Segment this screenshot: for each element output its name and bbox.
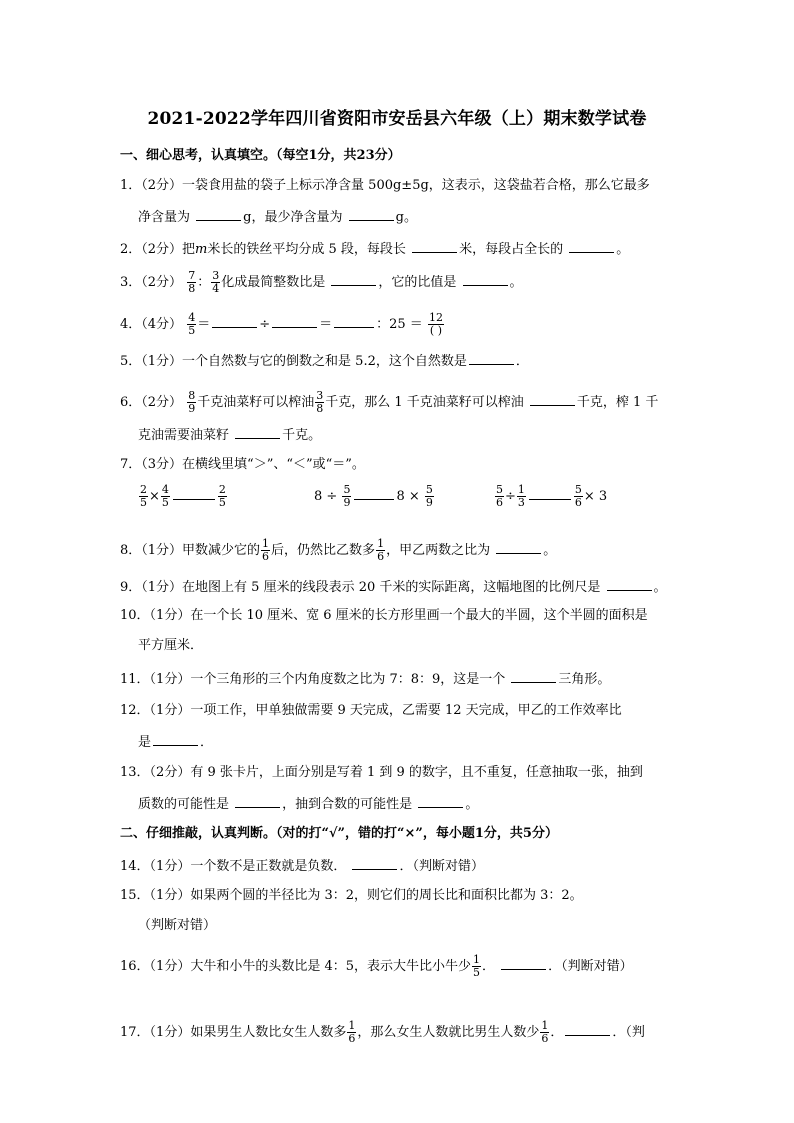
question-12-line-1: 12．（1分）一项工作，甲单独做需要 9 天完成，乙需要 12 天完成，甲乙的工作效率比 bbox=[120, 703, 622, 718]
question-10-line-2: 平方厘米． bbox=[138, 638, 204, 653]
question-1-line-1: 1．（2分）一袋食用盐的袋子上标示净含量 500g±5g，这表示，这袋盐若合格，那么它最多 bbox=[120, 178, 650, 193]
section-1-heading: 一、细心思考，认真填空。（每空1分，共23分） bbox=[120, 148, 401, 163]
answer-blank[interactable] bbox=[529, 485, 571, 500]
question-15-line-2: （判断对错） bbox=[138, 918, 217, 933]
page-title: 2021-2022学年四川省资阳市安岳县六年级（上）期末数学试卷 bbox=[147, 109, 647, 129]
comparison-1: $\frac{2}{5}$ × $\frac{4}{5}$ $\frac{2}{5}$ bbox=[140, 483, 226, 509]
question-6-line-2: 克油需要油菜籽 千克。 bbox=[138, 424, 321, 446]
answer-blank[interactable] bbox=[212, 313, 257, 328]
question-4: 4．（4分） $\frac{4}{5}$ ＝ ÷ ＝ ：25 ＝ $\frac{12}{( )}$ bbox=[120, 311, 443, 337]
question-16: 16．（1分）大牛和小牛的头数比是 4：5，表示大牛比小牛少 $\frac{1}{5}$ ． ．（判断对错） bbox=[120, 953, 633, 979]
fraction: $\frac{1}{6}$ bbox=[262, 537, 270, 563]
comparison-2: 8 ÷ $\frac{5}{9}$ 8 × $\frac{5}{9}$ bbox=[314, 483, 433, 509]
fraction: $\frac{3}{4}$ bbox=[212, 269, 220, 295]
question-9: 9．（1分）在地图上有 5 厘米的线段表示 20 千米的实际距离，这幅地图的比例尺是 。 bbox=[120, 576, 667, 598]
answer-blank[interactable] bbox=[349, 206, 394, 221]
answer-blank[interactable] bbox=[511, 668, 556, 683]
question-8: 8．（1分）甲数减少它的 $\frac{1}{6}$ 后，仍然比乙数多 $\frac{1}{6}$ ，甲乙两数之比为 。 bbox=[120, 537, 557, 563]
fraction: $\frac{1}{6}$ bbox=[541, 1019, 549, 1045]
question-13-line-2: 质数的可能性是 ，抽到合数的可能性是 。 bbox=[138, 793, 478, 815]
question-10-line-1: 10．（1分）在一个长 10 厘米、宽 6 厘米的长方形里画一个最大的半圆，这个半圆的面积是 bbox=[120, 608, 648, 623]
question-2: 2．（2分）把m米长的铁丝平均分成 5 段，每段长 米，每段占全长的 。 bbox=[120, 238, 629, 260]
answer-blank[interactable] bbox=[331, 271, 376, 286]
question-11: 11．（1分）一个三角形的三个内角度数之比为 7：8：9，这是一个 三角形。 bbox=[120, 668, 610, 690]
question-14: 14．（1分）一个数不是正数就是负数． ．（判断对错） bbox=[120, 855, 484, 877]
answer-blank[interactable] bbox=[565, 1021, 610, 1036]
answer-blank[interactable] bbox=[354, 485, 394, 500]
fraction: $\frac{1}{6}$ bbox=[377, 537, 385, 563]
question-12-line-2: 是 ． bbox=[138, 731, 213, 753]
comparison-3: $\frac{5}{6}$ ÷ $\frac{1}{3}$ $\frac{5}{6}$ × 3 bbox=[496, 483, 608, 509]
question-5: 5．（1分）一个自然数与它的倒数之和是 5.2，这个自然数是 ． bbox=[120, 350, 529, 372]
question-1-line-2: 净含量为 g，最少净含量为 g。 bbox=[138, 206, 417, 228]
answer-blank[interactable] bbox=[412, 238, 457, 253]
answer-blank[interactable] bbox=[153, 731, 198, 746]
answer-blank[interactable] bbox=[469, 350, 514, 365]
answer-blank[interactable] bbox=[501, 955, 546, 970]
question-17: 17．（1分）如果男生人数比女生人数多 $\frac{1}{6}$ ，那么女生人数就比男生人数少 $\frac{1}{6}$ ． ．（判 bbox=[120, 1019, 645, 1045]
question-15-line-1: 15．（1分）如果两个圆的半径比为 3：2，则它们的周长比和面积比都为 3：2。 bbox=[120, 888, 583, 903]
answer-blank[interactable] bbox=[569, 238, 614, 253]
answer-blank[interactable] bbox=[235, 793, 280, 808]
section-2-heading: 二、仔细推敲，认真判断。（对的打“√”，错的打“×”，每小题1分，共5分） bbox=[120, 826, 558, 841]
fraction: $\frac{1}{5}$ bbox=[473, 953, 480, 979]
question-7: 7．（3分）在横线里填“＞”、“＜”或“＝”。 bbox=[120, 457, 365, 472]
answer-blank[interactable] bbox=[272, 313, 317, 328]
answer-blank[interactable] bbox=[235, 424, 280, 439]
question-3: 3．（2分） $\frac{7}{8}$ ： $\frac{3}{4}$ 化成最简整数比是 ，它的比值是 。 bbox=[120, 269, 523, 295]
answer-blank[interactable] bbox=[334, 313, 374, 328]
fraction: $\frac{3}{8}$ bbox=[316, 389, 324, 415]
fraction: $\frac{4}{5}$ bbox=[188, 311, 196, 337]
question-13-line-1: 13．（2分）有 9 张卡片，上面分别是写着 1 到 9 的数字，且不重复，任意抽取一张，抽到 bbox=[120, 765, 643, 780]
question-6-line-1: 6．（2分） $\frac{8}{9}$ 千克油菜籽可以榨油 $\frac{3}{8}$ 千克，那么 1 千克油菜籽可以榨油 千克，榨 1 千 bbox=[120, 389, 659, 415]
fraction: $\frac{1}{6}$ bbox=[348, 1019, 356, 1045]
fraction: $\frac{12}{( )}$ bbox=[428, 311, 443, 337]
answer-blank[interactable] bbox=[463, 271, 508, 286]
answer-blank[interactable] bbox=[196, 206, 241, 221]
answer-blank[interactable] bbox=[352, 855, 397, 870]
answer-blank[interactable] bbox=[418, 793, 463, 808]
question-7-comparisons bbox=[138, 484, 638, 524]
answer-blank[interactable] bbox=[496, 539, 541, 554]
answer-blank[interactable] bbox=[173, 485, 215, 500]
fraction: $\frac{8}{9}$ bbox=[188, 389, 196, 415]
answer-blank[interactable] bbox=[607, 576, 652, 591]
answer-blank[interactable] bbox=[530, 391, 575, 406]
fraction: $\frac{7}{8}$ bbox=[188, 269, 196, 295]
